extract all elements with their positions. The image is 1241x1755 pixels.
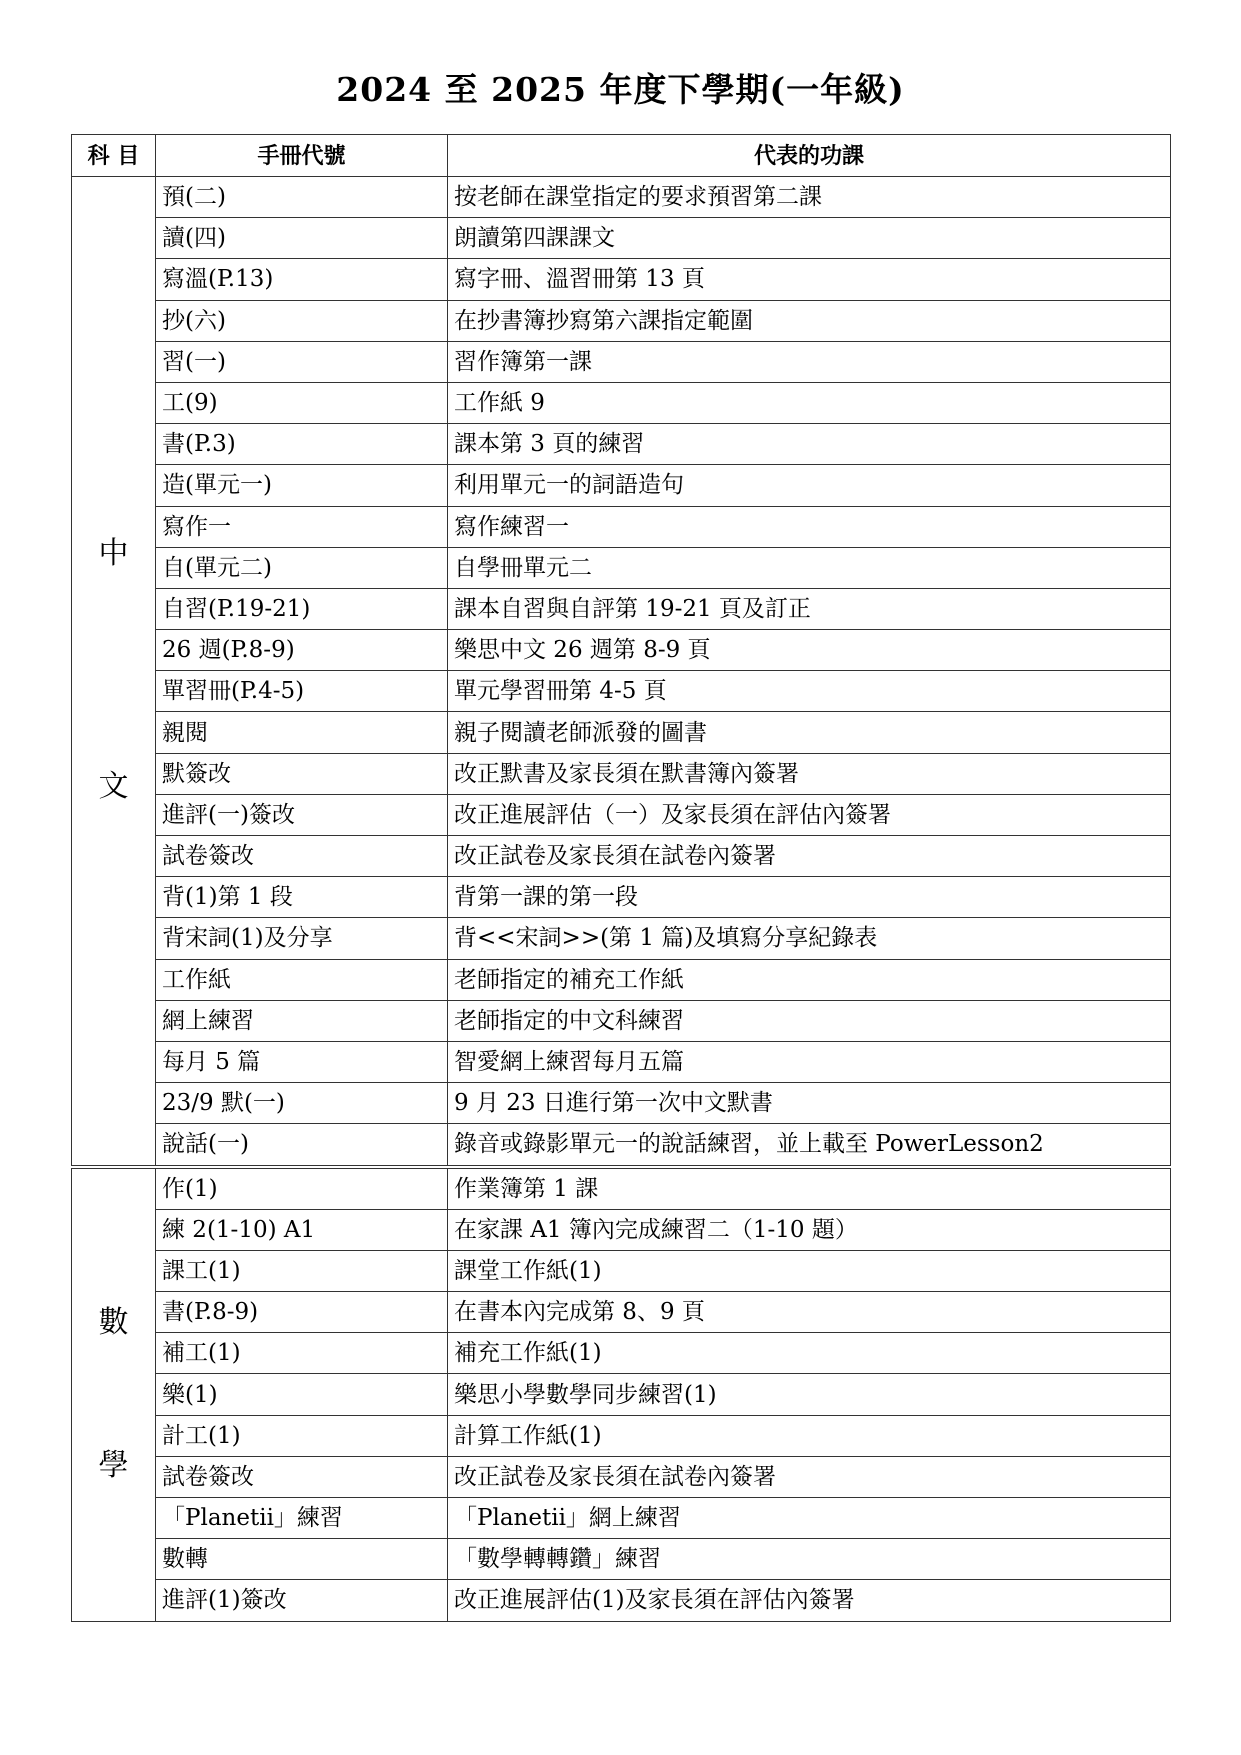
homework-code: 說話(一) [156,1124,448,1167]
homework-meaning: 自學冊單元二 [448,547,1171,588]
homework-meaning: 作業簿第 1 課 [448,1167,1171,1210]
homework-code: 網上練習 [156,1000,448,1041]
table-row [72,1124,1171,1167]
homework-code: 讀(四) [156,218,448,259]
homework-code-table [71,134,1171,1622]
table-row [72,1167,1171,1210]
homework-meaning: 樂思小學數學同步練習(1) [448,1374,1171,1415]
page-title: 2024 至 2025 年度下學期(一年級) [336,70,905,109]
homework-code: 數轉 [156,1539,448,1580]
table-row [72,712,1171,753]
table-row [72,588,1171,629]
subject-char: 文 [98,769,129,805]
homework-code: 背宋詞(1)及分享 [156,918,448,959]
homework-meaning: 課本第 3 頁的練習 [448,424,1171,465]
homework-meaning: 老師指定的中文科練習 [448,1000,1171,1041]
homework-meaning: 樂思中文 26 週第 8-9 頁 [448,630,1171,671]
homework-meaning: 在家課 A1 簿內完成練習二（1-10 題） [448,1209,1171,1250]
homework-meaning: 課本自習與自評第 19-21 頁及訂正 [448,588,1171,629]
homework-meaning: 改正進展評估（一）及家長須在評估內簽署 [448,794,1171,835]
table-row [72,836,1171,877]
homework-code: 試卷簽改 [156,836,448,877]
homework-code: 抄(六) [156,300,448,341]
table-row [72,506,1171,547]
homework-meaning: 工作紙 9 [448,382,1171,423]
homework-code: 習(一) [156,341,448,382]
homework-code: 課工(1) [156,1250,448,1291]
homework-code: 計工(1) [156,1415,448,1456]
homework-meaning: 習作簿第一課 [448,341,1171,382]
table-row [72,1539,1171,1580]
table-row [72,1292,1171,1333]
homework-code: 「Planetii」練習 [156,1498,448,1539]
table-row [72,753,1171,794]
table-row [72,959,1171,1000]
homework-meaning: 改正進展評估(1)及家長須在評估內簽署 [448,1580,1171,1621]
homework-code: 自(單元二) [156,547,448,588]
homework-code: 預(二) [156,177,448,218]
homework-meaning: 課堂工作紙(1) [448,1250,1171,1291]
homework-code: 寫作一 [156,506,448,547]
homework-meaning: 背第一課的第一段 [448,877,1171,918]
homework-code: 書(P.8-9) [156,1292,448,1333]
homework-code: 寫溫(P.13) [156,259,448,300]
subject-char: 數 [98,1305,129,1341]
table-row [72,671,1171,712]
homework-meaning: 按老師在課堂指定的要求預習第二課 [448,177,1171,218]
table-row [72,218,1171,259]
table-row [72,177,1171,218]
homework-code: 樂(1) [156,1374,448,1415]
table-row [72,794,1171,835]
table-row [72,1333,1171,1374]
header-subject: 科 目 [72,135,156,177]
table-row [72,547,1171,588]
table-row [72,1000,1171,1041]
table-row [72,1374,1171,1415]
table-row [72,1498,1171,1539]
table-header-row [72,135,1171,177]
homework-code: 工作紙 [156,959,448,1000]
homework-meaning: 智愛網上練習每月五篇 [448,1041,1171,1082]
homework-meaning: 親子閱讀老師派發的圖書 [448,712,1171,753]
table-row [72,630,1171,671]
homework-meaning: 在書本內完成第 8、9 頁 [448,1292,1171,1333]
homework-meaning: 計算工作紙(1) [448,1415,1171,1456]
table-row [72,1580,1171,1621]
table-row [72,1083,1171,1124]
homework-code: 23/9 默(一) [156,1083,448,1124]
homework-code: 單習冊(P.4-5) [156,671,448,712]
table-row [72,341,1171,382]
homework-meaning: 「Planetii」網上練習 [448,1498,1171,1539]
homework-meaning: 改正試卷及家長須在試卷內簽署 [448,836,1171,877]
table-row [72,259,1171,300]
homework-meaning: 「數學轉轉鑽」練習 [448,1539,1171,1580]
homework-meaning: 補充工作紙(1) [448,1333,1171,1374]
homework-code: 每月 5 篇 [156,1041,448,1082]
homework-code: 進評(一)簽改 [156,794,448,835]
table-row [72,382,1171,423]
subject-char: 學 [98,1448,129,1484]
homework-meaning: 寫作練習一 [448,506,1171,547]
homework-code: 工(9) [156,382,448,423]
homework-code: 背(1)第 1 段 [156,877,448,918]
header-meaning: 代表的功課 [448,135,1171,177]
homework-code: 親閱 [156,712,448,753]
homework-code: 默簽改 [156,753,448,794]
table-row [72,300,1171,341]
subject-cell-chinese [72,177,156,1167]
homework-code: 補工(1) [156,1333,448,1374]
homework-meaning: 錄音或錄影單元一的說話練習，並上載至 PowerLesson2 [448,1124,1171,1167]
homework-code: 進評(1)簽改 [156,1580,448,1621]
homework-meaning: 寫字冊、溫習冊第 13 頁 [448,259,1171,300]
homework-code: 26 週(P.8-9) [156,630,448,671]
table-row [72,918,1171,959]
table-row [72,1250,1171,1291]
homework-meaning: 改正試卷及家長須在試卷內簽署 [448,1456,1171,1497]
homework-code: 書(P.3) [156,424,448,465]
homework-code: 自習(P.19-21) [156,588,448,629]
homework-code: 試卷簽改 [156,1456,448,1497]
homework-meaning: 9 月 23 日進行第一次中文默書 [448,1083,1171,1124]
subject-cell-math [72,1167,156,1622]
homework-meaning: 改正默書及家長須在默書簿內簽署 [448,753,1171,794]
subject-char: 中 [98,536,129,572]
table-row [72,424,1171,465]
table-row [72,1041,1171,1082]
homework-meaning: 利用單元一的詞語造句 [448,465,1171,506]
homework-meaning: 老師指定的補充工作紙 [448,959,1171,1000]
homework-meaning: 背<<宋詞>>(第 1 篇)及填寫分享紀錄表 [448,918,1171,959]
header-code: 手冊代號 [156,135,448,177]
homework-code: 練 2(1-10) A1 [156,1209,448,1250]
homework-meaning: 單元學習冊第 4-5 頁 [448,671,1171,712]
table-row [72,1415,1171,1456]
homework-meaning: 在抄書簿抄寫第六課指定範圍 [448,300,1171,341]
homework-code: 作(1) [156,1167,448,1210]
table-row [72,1209,1171,1250]
table-row [72,1456,1171,1497]
homework-code: 造(單元一) [156,465,448,506]
homework-meaning: 朗讀第四課課文 [448,218,1171,259]
table-row [72,877,1171,918]
table-row [72,465,1171,506]
